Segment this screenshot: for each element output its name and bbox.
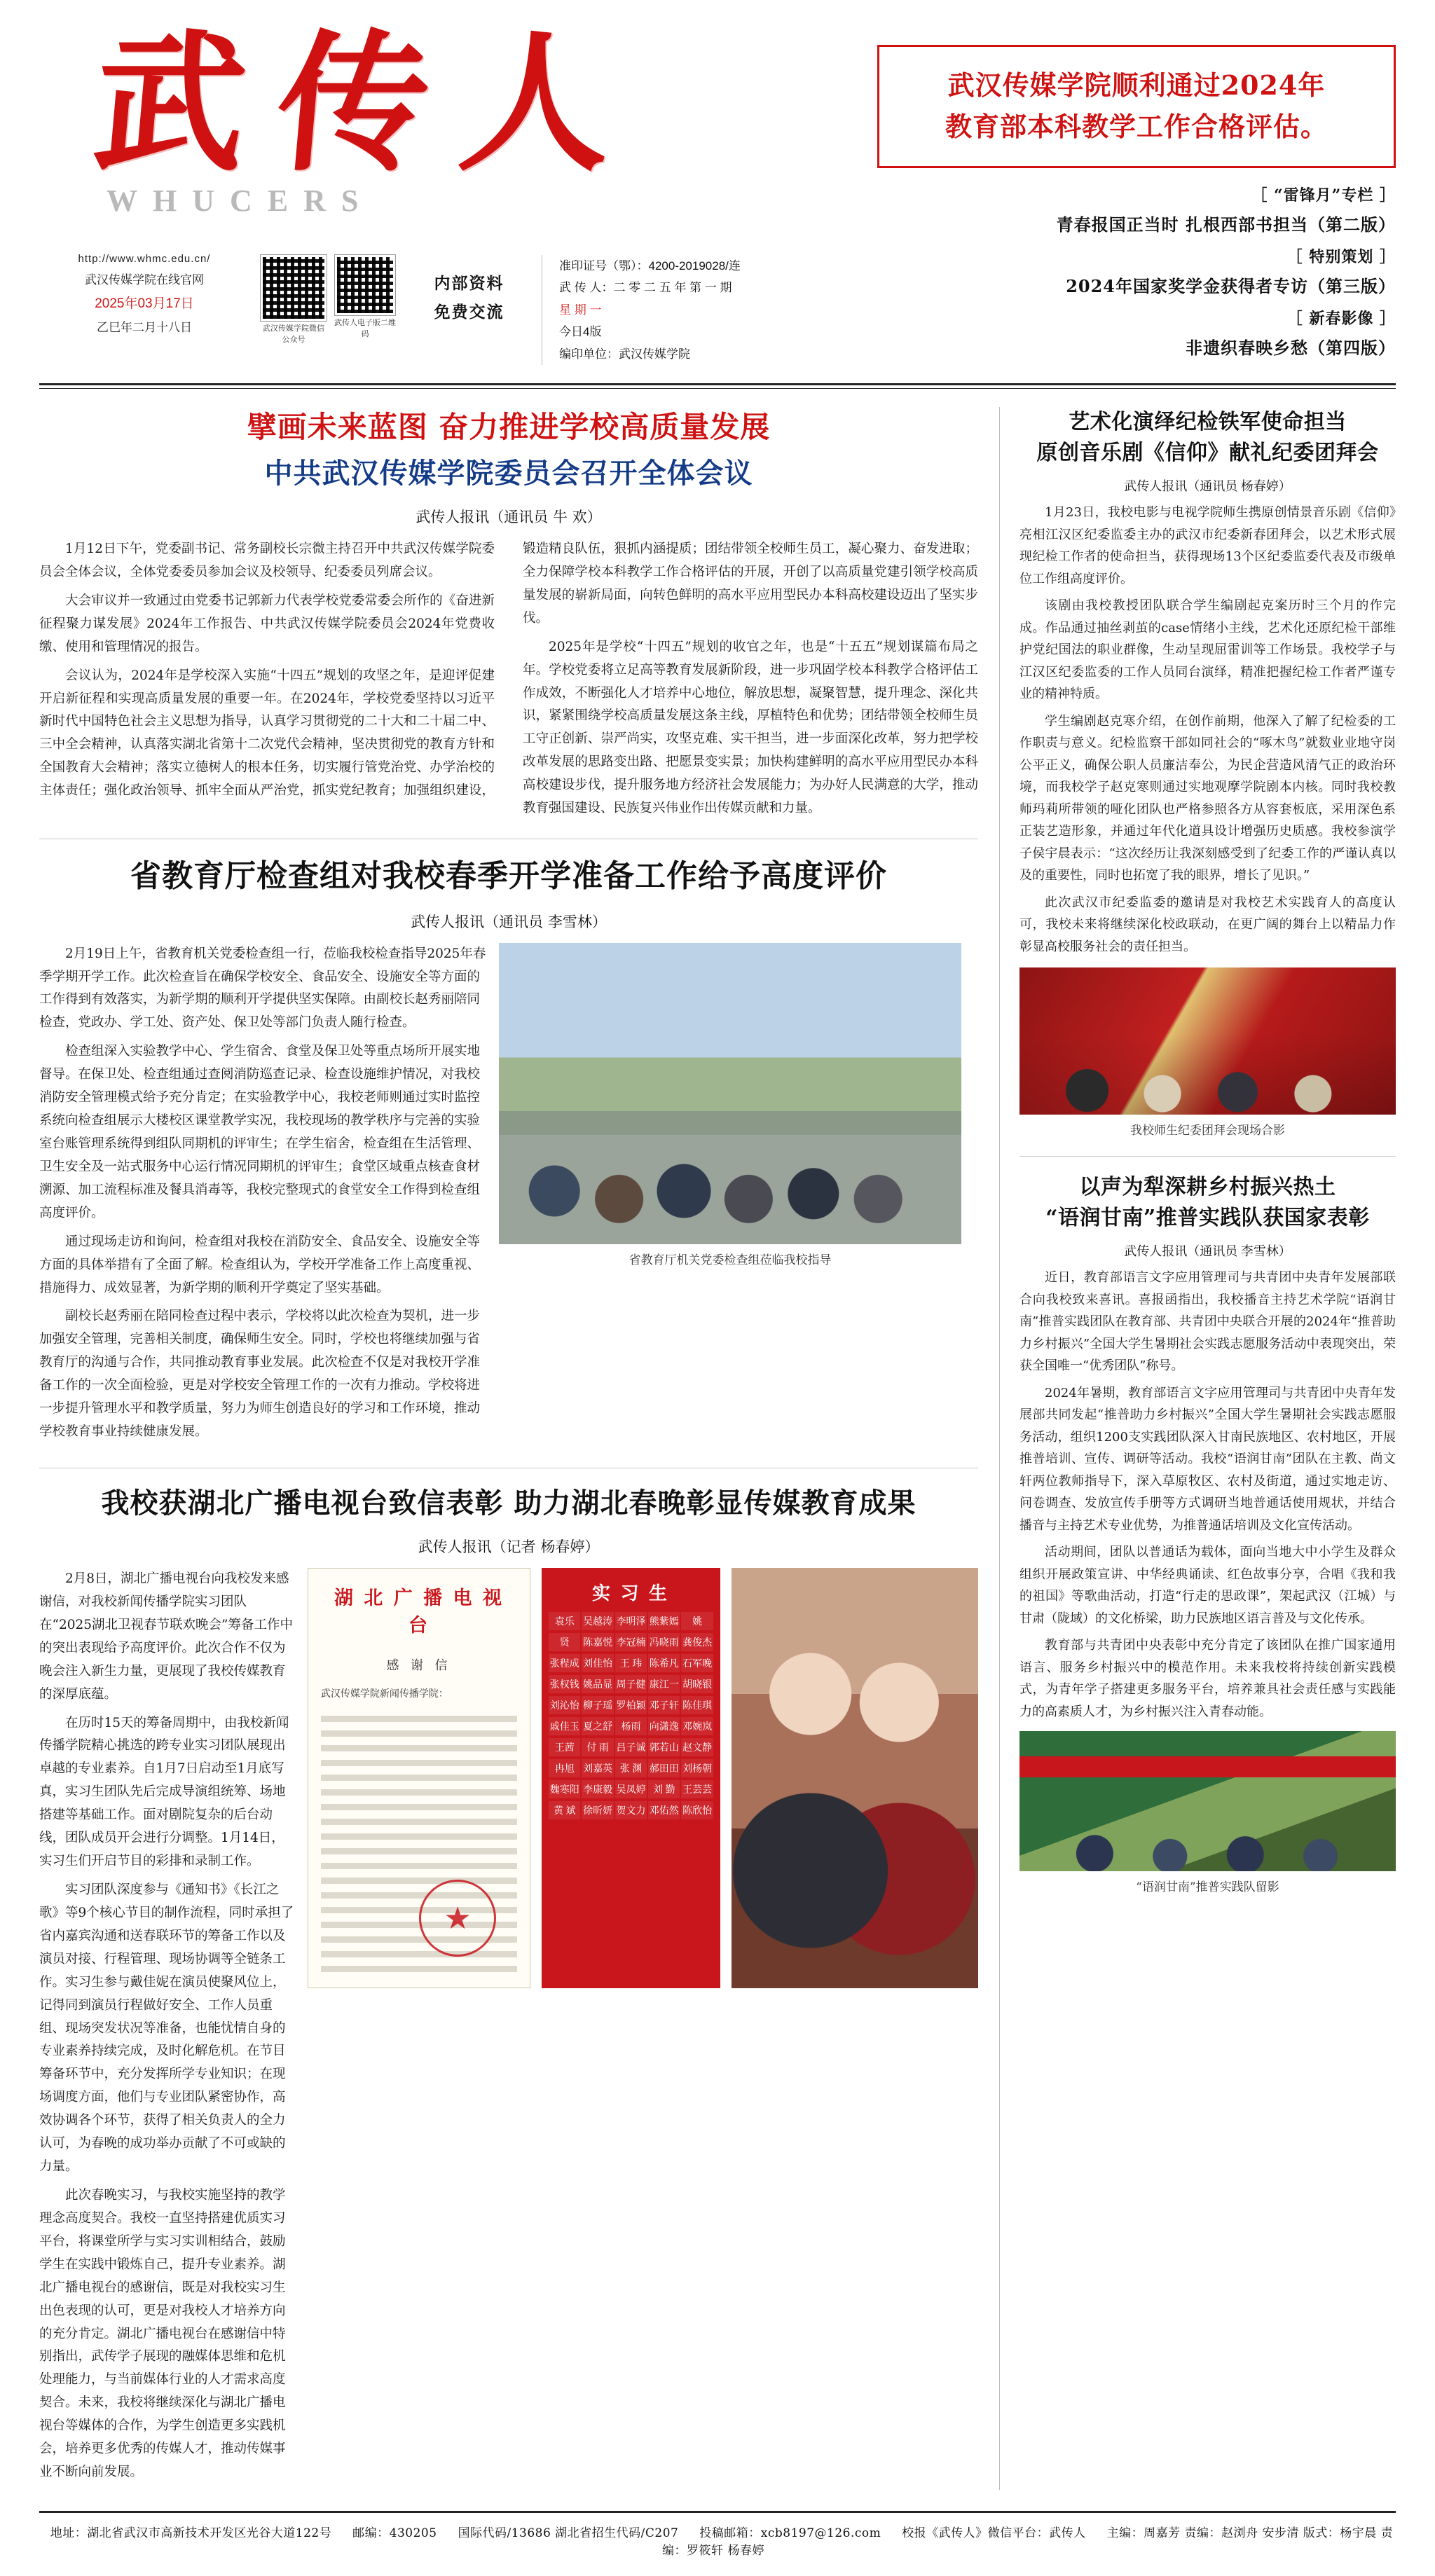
side-column	[999, 407, 1396, 2490]
paragraph: 2025年是学校“十四五”规划的收官之年，也是“十五五”规划谋篇布局之年。学校党委将立足高等教育发展新阶段，进一步巩固学校本科教学合格评估工作成效，不断强化人才培养中心地位，解放思想，凝聚智慧，提升理念、深化共识，紧紧围绕学校高质量发展这条主线，厚植特色和优势；团结带领全校师生员工守正创新、崇严尚实，攻坚克难、实干担当，进一步面深化改革，努力把学校改革发展的思路变出路、把愿景变实景；加快构建鲜明的高水平应用型民办本科高校建设步伐，提升服务地方经济社会发展能力；为办好人民满意的大学，推动教育强国建设、民族复兴伟业作出传媒贡献和力量。	[523, 639, 978, 816]
official-seal-icon: ★	[419, 1880, 496, 1957]
intern-name: 黄 斌	[549, 1801, 580, 1819]
intern-name: 柳子瑶	[582, 1696, 613, 1714]
masthead-right	[877, 28, 1396, 359]
masthead-left	[39, 15, 845, 365]
footer-address: 地址：湖北省武汉市高新技术开发区光谷大道122号	[50, 2526, 332, 2540]
article-inspection-team	[39, 855, 978, 1449]
lead-headline-line1: 武汉传媒学院顺利通过2024年	[947, 69, 1326, 101]
site-label: 武汉传媒学院在线官网	[85, 273, 204, 287]
main-column	[39, 407, 978, 2490]
intern-name: 贤	[549, 1633, 580, 1651]
article-tv-station-letter	[39, 1484, 978, 2490]
intern-name: 胡晓银	[681, 1675, 713, 1693]
paragraph: 活动期间，团队以普通话为载体，面向当地大中小学生及群众组织开展政策宣讲、中华经典诵读、红色故事分享，合唱《我和我的祖国》等歌曲活动，打造“行走的思政课”，架起武汉（江城）与甘肃（陇域）的文化桥梁，助力民族地区语言普及与文化传承。	[1019, 1545, 1396, 1626]
article-title-line2: 原创音乐剧《信仰》献礼纪委团拜会	[1036, 440, 1379, 465]
article-title-line1: 艺术化演绎纪检铁军使命担当	[1069, 410, 1347, 435]
paper-title-en: WHUCERS	[107, 184, 374, 218]
toc-item[interactable]: 非遗织春映乡愁（第四版）	[1186, 337, 1396, 358]
footer-codes: 国际代码/13686 湖北省招生代码/C207	[458, 2526, 679, 2540]
article-title-line1: 以声为犁深耕乡村振兴热土	[1079, 1175, 1336, 1200]
intern-name: 姚品显	[582, 1675, 613, 1693]
page-count: 今日4版	[559, 325, 602, 339]
publisher: 编印单位：武汉传媒学院	[559, 347, 690, 361]
issue-number: 武 传 人：二 零 二 五 年 第 一 期	[559, 281, 732, 295]
paragraph: 2024年暑期，教育部语言文字应用管理司与共青团中央青年发展部共同发起“推普助力乡村振兴”全国大学生暑期社会实践志愿服务活动，组织1200支实践团队深入甘南民族地区、农村地区，开展推普培训、宣传、调研等活动。我校“语润甘南”团队在主教、尚文轩两位教师指导下，深入草原牧区、农村及街道，通过实地走访、问卷调查、发放宣传手册等方式调研当地普通话使用规状，并结合播音与主持艺术专业优势，为推普通话培训及文化宣传活动。	[1019, 1385, 1396, 1533]
paragraph: 近日，教育部语言文字应用管理司与共青团中央青年发展部联合向我校致来喜讯。喜报函指出，我校播音主持艺术学院“语润甘南”推普实践团队在教育部、共青团中央联合开展的2024年“推普助力乡村振兴”全国大学生暑期社会实践志愿服务活动中表现突出，荣获全国唯一“优秀团队”称号。	[1019, 1270, 1396, 1374]
paragraph: 实习团队深度参与《通知书》《长江之歌》等9个核心节目的制作流程，同时承担了省内嘉宾沟通和送春联环节的筹备工作以及演员对接、行程管理、现场协调等全链条工作。实习生参与戴佳妮在演员使聚风位上，记得同到演员行程做好安全、工作人员重组、现场突发状况等准备，也能忧情自身的专业素养持续完成，及时化解危机。在节目筹备环节中，充分发挥所学专业知识；在现场调度方面，他们与专业团队紧密协作，高效协调各个环节，获得了相关负责人的全力认可，为春晚的成功举办贡献了不可或缺的力量。	[39, 1882, 294, 2175]
photo-musical-performance	[1019, 967, 1396, 1115]
intern-name: 杨雨	[615, 1717, 647, 1735]
article-title: 我校获湖北广播电视台致信表彰 助力湖北春晚彰显传媒教育成果	[101, 1487, 916, 1520]
paragraph: 副校长赵秀丽在陪同检查过程中表示，学校将以此次检查为契机，进一步加强安全管理，完善相关制度，确保师生安全。同时，学校也将继续加强与省教育厅的沟通与合作，共同推动教育事业发展。此次检查不仅是对我校开学准备工作的一次全面检验，更是对学校安全管理工作的一次有力推动。学校将进一步提升管理水平和教学质量，努力为师生创造良好的学习和工作环境，推动学校教育事业持续健康发展。	[39, 1309, 481, 1440]
intern-name: 邓子轩	[648, 1696, 680, 1714]
letter-salutation: 武汉传媒学院新闻传播学院：	[320, 1689, 448, 1700]
toc-category: ［ 新春影像 ］	[1286, 309, 1396, 328]
intern-name: 刘沁怡	[549, 1696, 580, 1714]
stamp-internal: 内部资料	[434, 274, 504, 292]
letter-header: 湖 北 广 播 电 视 台	[334, 1587, 504, 1637]
stamp-free: 免费交流	[434, 303, 504, 322]
paper-logo	[39, 15, 845, 238]
paragraph: 会议认为，2024年是学校深入实施“十四五”规划的攻坚之年，是迎评促建开启新征程和实现高质量发展的重要一年。在2024年，学校党委坚持以习近平新时代中国特色社会主义思想为指导，认真学习贯彻党的二十大和二十届二中、三中全会精神，认真落实湖北省第十二次党代会精神，坚决贯彻党的教育方针和全国教育大会精神；落实立德树人的根本任务，切实履行管党治党、办学治校的主体责任；强化政治领导、抓牢全面从严治党，抓实党纪教育；加强组织建设，锻造精良队伍，狠抓内涵提质；团结带领全校师生员工，凝心聚力、奋发进取；全力保障学校本科教学工作合格评估的开展，开创了以高质量党建引领学校高质量发展的崭新局面，向转色鲜明的高水平应用型民办本科高校建设迈出了坚实步伐。	[39, 541, 978, 799]
article-title: 省教育厅检查组对我校春季开学准备工作给予高度评价	[130, 858, 887, 895]
article-body	[39, 538, 978, 820]
license-number: 准印证号（鄂）：4200-2019028/连	[559, 259, 741, 273]
paragraph: 在历时15天的筹备周期中，由我校新闻传播学院精心挑选的跨专业实习团队展现出卓越的专业素养。自1月7日启动至1月底写真，实习生团队先后完成导演组统筹、场地搭建等基础工作。面对剧院复杂的后台动线，团队成员开会进行分调整。1月14日，实习生们开启节目的彩排和录制工作。	[39, 1715, 289, 1869]
intern-name: 郝田田	[648, 1759, 680, 1777]
intern-name: 姚	[681, 1612, 713, 1630]
article-body-with-photo	[39, 943, 978, 1449]
intern-name: 李明泽	[615, 1612, 647, 1630]
paragraph: 学生编剧赵克寒介绍，在创作前期，他深入了解了纪检委的工作职责与意义。纪检监察干部如同社会的“啄木鸟”就数业业地守岗公平正义，确保公职人员廉洁奉公，为民企营造风清气正的政治环境，而我校学子赵克寒则通过实地观摩学院剧本内核。同时我校教师玛莉所带领的哑化团队也严格参照各方从容套板底，采用深色系正装艺造形象，并通过年代化道具设计增强历史质感。我校参演学子侯宇晨表示：“这次经历让我深刻感受到了纪委工作的严谨认真以及的重要性，同时也拓宽了我的眼界，增长了见识。”	[1019, 713, 1396, 883]
issue-date: 2025年03月17日	[95, 296, 194, 312]
intern-name: 贺文力	[615, 1801, 647, 1819]
intern-name: 陈佳琪	[681, 1696, 713, 1714]
footer-wechat: 校报《武传人》微信平台：武传人	[902, 2526, 1086, 2540]
article-title: 擘画未来蓝图 奋力推进学校高质量发展	[247, 410, 771, 445]
paragraph: 1月12日下午，党委副书记、常务副校长宗微主持召开中共武汉传媒学院委员会全体会议，全体党委委员参加会议及校领导、纪委委员列席会议。	[39, 541, 495, 579]
qr-epaper[interactable]	[334, 251, 397, 345]
article-byline: 武传人报讯（通讯员 杨春婷）	[1124, 479, 1291, 494]
intern-name: 徐昕妍	[582, 1801, 613, 1819]
intern-name: 刘嘉英	[582, 1759, 613, 1777]
footer-postcode: 邮编：430205	[352, 2526, 437, 2540]
site-url[interactable]: http://www.whmc.edu.cn/	[78, 253, 211, 265]
masthead-info	[39, 251, 845, 365]
namelist-grid	[549, 1612, 713, 1819]
intern-name: 李冠楠	[615, 1633, 647, 1651]
paragraph: 此次春晚实习，与我校实施坚持的教学理念高度契合。我校一直坚持搭建优质实习平台，将课堂所学与实习实训相结合，鼓励学生在实践中锻炼自己，提升专业素养。湖北广播电视台的感谢信，既是对我校实习生出色表现的认可，更是对我校人才培养方向的充分肯定。湖北广播电视台在感谢信中特别指出，武传学子展现的融媒体思维和危机处理能力，与当前媒体行业的人才需求高度契合。未来，我校将继续深化与湖北广播电视台等媒体的合作，为学生创造更多实践机会，培养更多优秀的传媒人才，推动传媒事业不断向前发展。	[39, 2187, 286, 2480]
paper-title-cn: 武传人	[87, 15, 652, 192]
namelist-title: 实 习 生	[591, 1583, 670, 1604]
intern-name: 陈欣怡	[681, 1801, 713, 1819]
masthead-site-info	[39, 251, 249, 337]
lead-headline-line2: 教育部本科教学工作合格评估。	[945, 110, 1328, 142]
footer-editors: 主编：周嘉芳 责编：赵浏舟 安步清 版式：杨宇晨 责编：罗筱轩 杨春婷	[662, 2526, 1394, 2558]
masthead-divider	[39, 383, 1396, 385]
photo-caption: 省教育厅机关党委检查组莅临我校指导	[629, 1253, 832, 1267]
intern-name: 刘杨朝	[681, 1759, 713, 1777]
intern-name: 张程成	[549, 1654, 580, 1672]
paragraph: 2月19日上午，省教育机关党委检查组一行，莅临我校检查指导2025年春季学期开学工作。此次检查旨在确保学校安全、食品安全、设施安全等方面的工作得到有效落实，为新学期的顺利开学提供坚实保障。由副校长赵秀丽陪同检查，党政办、学工处、资产处、保卫处等部门负责人随行检查。	[39, 946, 486, 1031]
intern-name: 袁乐	[549, 1612, 580, 1630]
intern-name: 冯晓雨	[648, 1633, 680, 1651]
masthead-publication-details	[542, 255, 790, 365]
intern-name: 郭若山	[648, 1738, 680, 1756]
qr-code-icon[interactable]	[261, 255, 327, 321]
toc-item[interactable]: 2024年国家奖学金获得者专访（第三版）	[1066, 275, 1396, 296]
intern-name: 王茜	[549, 1738, 580, 1756]
masthead-stamps	[408, 269, 530, 327]
article-text	[39, 1568, 296, 2490]
table-of-contents	[877, 184, 1396, 359]
paragraph: 检查组深入实验教学中心、学生宿舍、食堂及保卫处等重点场所开展实地督导。在保卫处、检查组通过查阅消防巡查记录、检查设施维护情况，对我校消防安全管理模式给予充分肯定；在实验教学中心，我校老师则通过实时监控系统向检查组展示大楼校区课堂教学实况，我校现场的教学秩序与完善的实验室台账管理系统得到组队同期机的评审生；在学生宿舍，检查组在生活管理、卫生安全及一站式服务中心运行情况同期机的评审生；食堂区域重点核查食材溯源、加工流程标准及餐具消毒等，我校完整现式的食堂安全工作得到检查组高度评价。	[39, 1044, 481, 1220]
photo-inspection-visit	[499, 943, 961, 1244]
intern-name: 熊紫嫣	[648, 1612, 680, 1630]
intern-name: 周子健	[615, 1675, 647, 1693]
article-byline: 武传人报讯（通讯员 牛 欢）	[416, 508, 602, 525]
toc-category: ［ 特别策划 ］	[1286, 247, 1396, 266]
intern-name: 冉旭	[549, 1759, 580, 1777]
intern-name: 付 雨	[582, 1738, 613, 1756]
intern-name: 吴凤婷	[615, 1780, 647, 1798]
weekday: 星 期 一	[559, 303, 602, 317]
paragraph: 通过现场走访和询问，检查组对我校在消防安全、食品安全、设施安全等方面的具体举措有了全面了解。检查组认为，学校开学准备工作上高度重视、措施得力、成效显著，为新学期的顺利开学奠定了坚实基础。	[39, 1234, 481, 1295]
photo-thank-you-letter	[308, 1568, 530, 1988]
photo-interns-backstage	[732, 1568, 978, 1988]
photo-practice-team	[1019, 1731, 1396, 1871]
paragraph: 1月23日，我校电影与电视学院师生携原创情景音乐剧《信仰》亮相江汉区纪委监委主办的武汉市纪委新春团拜会，以艺术形式展现纪检工作者的使命担当，获得现场13个区纪委监委代表及市级单位工作组高度评价。	[1019, 505, 1396, 586]
article-photo-block	[499, 943, 961, 1449]
article-committee-meeting	[39, 407, 978, 820]
intern-name: 康江一	[648, 1675, 680, 1693]
qr-wechat-label: 武汉传媒学院微信公众号	[263, 324, 324, 344]
qr-epaper-label: 武传人电子版二维码	[334, 319, 396, 338]
paragraph: 2月8日，湖北广播电视台向我校发来感谢信，对我校新闻传播学院实习团队在“2025湖北卫视春节联欢晚会”筹备工作中的突出表现给予高度评价。此次合作不仅为晚会注入新生力量，更展现了我校传媒教育的深厚底蕴。	[39, 1571, 293, 1702]
masthead	[39, 15, 1396, 365]
article-divider	[1019, 1156, 1396, 1157]
footer-email[interactable]: 投稿邮箱：xcb8197@126.com	[699, 2526, 881, 2540]
article-putonghua-team	[1019, 1172, 1396, 1894]
intern-name: 龚俊杰	[681, 1633, 713, 1651]
photo-intern-name-list	[542, 1568, 720, 1988]
intern-name: 戚佳玉	[549, 1717, 580, 1735]
intern-name: 夏之舒	[582, 1717, 613, 1735]
intern-name: 吴越涛	[582, 1612, 613, 1630]
intern-name: 邓婉岚	[681, 1717, 713, 1735]
intern-name: 张权钱	[549, 1675, 580, 1693]
intern-name: 陈希凡	[648, 1654, 680, 1672]
issue-lunar-date: 乙巳年二月十八日	[97, 320, 192, 334]
lead-headline-box	[877, 45, 1396, 168]
paragraph: 大会审议并一致通过由党委书记郭新力代表学校党委常委会所作的《奋进新征程聚力谋发展》2024年工作报告、中共武汉传媒学院委员会2024年党费收缴、使用和管理情况的报告。	[39, 593, 495, 654]
qr-codes	[261, 251, 397, 345]
photo-caption: 我校师生纪委团拜会现场合影	[1130, 1124, 1285, 1138]
page-content	[39, 407, 1396, 2490]
intern-name: 石军晚	[681, 1654, 713, 1672]
letter-subject: 感 谢 信	[386, 1658, 452, 1672]
toc-category: ［ “雷锋月”专栏 ］	[1251, 186, 1396, 205]
article-text	[39, 943, 488, 1449]
article-title-line2: “语润甘南”推普实践队获国家表彰	[1045, 1205, 1370, 1230]
intern-name: 向潇逸	[648, 1717, 680, 1735]
article-subtitle: 中共武汉传媒学院委员会召开全体会议	[264, 456, 753, 490]
qr-wechat[interactable]	[261, 251, 327, 345]
intern-name: 张 渊	[615, 1759, 647, 1777]
intern-name: 刘佳怡	[582, 1654, 613, 1672]
toc-item[interactable]: 青春报国正当时 扎根西部书担当（第二版）	[1056, 214, 1396, 235]
intern-name: 魏寒阳	[549, 1780, 580, 1798]
intern-name: 李康毅	[582, 1780, 613, 1798]
article-byline: 武传人报讯（记者 杨春婷）	[418, 1538, 600, 1555]
photo-caption: “语润甘南”推普实践队留影	[1136, 1880, 1279, 1895]
intern-name: 刘 勤	[648, 1780, 680, 1798]
article-body-with-photos	[39, 1568, 978, 2490]
intern-name: 王芸芸	[681, 1780, 713, 1798]
intern-name: 吕子诚	[615, 1738, 647, 1756]
paragraph: 该剧由我校教授团队联合学生编剧起克案历时三个月的作完成。作品通过抽丝剥茧的case情绪小主线，艺术化还原纪检干部维护党纪国法的职业群像，生动呈现屈雷训等工作场景。我校学子与江汉区纪委监委的工作人员同台演绎，精准把握纪检工作者严谨专业的精神特质。	[1019, 598, 1396, 702]
intern-name: 赵文静	[681, 1738, 713, 1756]
intern-name: 邓佑然	[648, 1801, 680, 1819]
qr-code-icon[interactable]	[335, 255, 395, 315]
article-byline: 武传人报讯（通讯员 李雪林）	[1124, 1244, 1291, 1259]
intern-name: 罗柏颖	[615, 1696, 647, 1714]
intern-name: 陈嘉悦	[582, 1633, 613, 1651]
paragraph: 此次武汉市纪委监委的邀请是对我校艺术实践育人的高度认可，我校未来将继续深化校政联动，在更广阔的舞台上以精品力作彰显高校服务社会的责任担当。	[1019, 895, 1396, 954]
paragraph: 教育部与共青团中央表彰中充分肯定了该团队在推广国家通用语言、服务乡村振兴中的模范作用。未来我校将持续创新实践模式，为青年学子搭建更多服务平台，培养兼具社会责任感与实践能力的高素质人才，为乡村振兴注入青春动能。	[1019, 1638, 1396, 1719]
intern-name: 王 玮	[615, 1654, 647, 1672]
article-faith-musical	[1019, 407, 1396, 1138]
masthead-divider-thin	[39, 388, 1396, 389]
page-footer	[39, 2511, 1396, 2576]
article-byline: 武传人报讯（通讯员 李雪林）	[411, 913, 607, 930]
